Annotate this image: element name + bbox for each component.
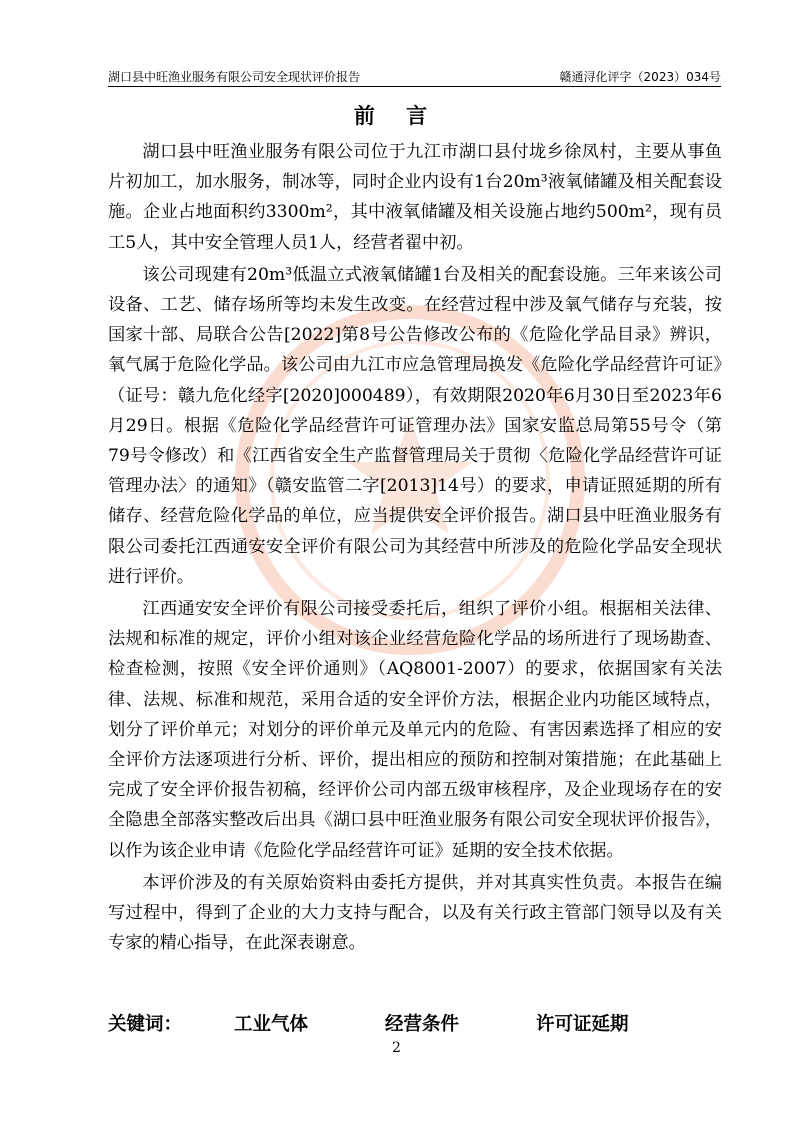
page-header <box>108 66 721 87</box>
header-report-title: 湖口县中旺渔业服务有限公司安全现状评价报告 <box>108 70 361 84</box>
paragraph-acknowledgement: 本评价涉及的有关原始资料由委托方提供，并对其真实性负责。本报告在编写过程中，得到了企业的大力支持与配合，以及有关行政主管部门领导以及有关专家的精心指导，在此深表谢意。 <box>108 872 722 954</box>
paragraph-company-overview: 湖口县中旺渔业服务有限公司位于九江市湖口县付垅乡徐凤村，主要从事鱼片初加工，加水服务，制冰等，同时企业内设有1台20m³液氧储罐及相关配套设施。企业占地面积约3300m²，其中液氧储罐及相关设施占地约500m²，现有员工5人，其中安全管理人员1人，经营者翟中初。 <box>108 142 722 253</box>
keyword-item: 工业气体 <box>234 1014 309 1035</box>
page-number: 2 <box>392 1040 401 1056</box>
header-report-number: 赣通浔化评字（2023）034号 <box>559 70 721 84</box>
paragraph-facilities-and-license: 该公司现建有20m³低温立式液氧储罐1台及相关的配套设施。三年来该公司设备、工艺、储存场所等均未发生改变。在经营过程中涉及氧气储存与充装，按国家十部、局联合公告[2022]第8号公告修改公布的《危险化学品目录》辨识，氧气属于危险化学品。该公司由九江市应急管理局换发《危险化学品经营许可证》（证号：赣九危化经字[2020]000489），有效期限2020年6月30日至2023年6月29日。根据《危险化学品经营许可证管理办法》国家安监总局第55号令（第79号令修改）和《江西省安全生产监督管理局关于贯彻〈危险化学品经营许可证管理办法〉的通知》（赣安监管二字[2013]14号）的要求，申请证照延期的所有储存、经营危险化学品的单位，应当提供安全评价报告。湖口县中旺渔业服务有限公司委托江西通安安全评价有限公司为其经营中所涉及的危险化学品安全现状进行评价。 <box>108 264 722 587</box>
keywords-line <box>108 1010 722 1040</box>
paragraph-evaluation-process: 江西通安安全评价有限公司接受委托后，组织了评价小组。根据相关法律、法规和标准的规定，评价小组对该企业经营危险化学品的场所进行了现场勘查、检查检测，按照《安全评价通则》（AQ8001-2007）的要求，依据国家有关法律、法规、标准和规范，采用合适的安全评价方法，根据企业内功能区域特点，划分了评价单元；对划分的评价单元及单元内的危险、有害因素选择了相应的安全评价方法逐项进行分析、评价，提出相应的预防和控制对策措施；在此基础上完成了安全评价报告初稿，经评价公司内部五级审核程序，及企业现场存在的安全隐患全部落实整改后出具《湖口县中旺渔业服务有限公司安全现状评价报告》，以作为该企业申请《危险化学品经营许可证》延期的安全技术依据。 <box>108 599 722 861</box>
keywords-label: 关键词： <box>108 1014 183 1035</box>
keyword-item: 经营条件 <box>385 1014 460 1035</box>
keyword-item: 许可证延期 <box>536 1014 629 1035</box>
preface-body <box>108 137 722 960</box>
page-title: 前 言 <box>353 104 440 128</box>
